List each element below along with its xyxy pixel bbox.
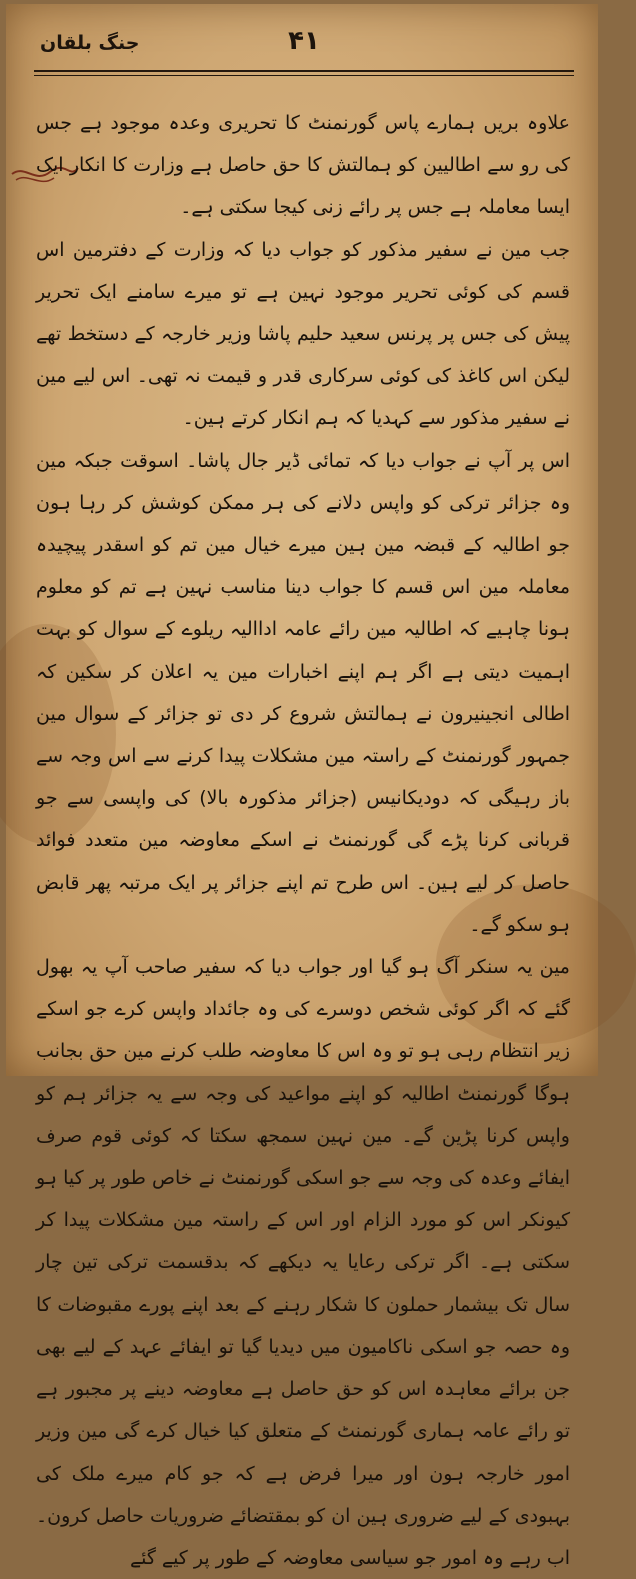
header-rule bbox=[34, 70, 574, 72]
page-header bbox=[34, 26, 574, 66]
page-number: ۴۱ bbox=[288, 26, 320, 56]
running-title: جنگ بلقان bbox=[40, 32, 140, 54]
paragraph: جب مین نے سفیر مذکور کو جواب دیا کہ وزارت کے دفترمین اس قسم کی کوئی تحریر موجود نہین ہے تو میرے سامنے ایک تحریر پیش کی جس پر پرنس سعید حلیم پاشا وزیر خارجہ کے دستخط تھے لیکن اس کاغذ کی کوئی سرکاری قدر و قیمت نہ تھی۔ اس لیے مین نے سفیر مذکور سے کہدیا کہ ہم انکار کرتے ہین۔ bbox=[36, 238, 570, 430]
urdu-body-text bbox=[36, 102, 570, 1579]
paragraph: اس پر آپ نے جواب دیا کہ تمائی ڈیر جال پاشا۔ اسوقت جبکہ مین وہ جزائر ترکی کو واپس دلانے کی ہر ممکن کوشش کر رہا ہون جو اطالیہ کے قبضہ مین ہین میرے خیال مین تم کو اسقدر پیچیدہ معاملہ مین اس قسم کا جواب دینا مناسب نہین ہے تم کو معلوم ہونا چاہیے کہ اطالیہ مین رائے عامہ اداالیہ ریلوے کے سوال کو بہت اہمیت دیتی ہے اگر ہم اپنے اخبارات مین یہ اعلان کر سکین کہ اطالی انجینیرون نے ہمالتش شروع کر دی تو جزائر کے سوال مین جمہور گورنمنٹ کے راستہ مین مشکلات پیدا کرنے سے اس وجہ سے باز رہیگی کہ دودیکانیس (جزائر مذکورہ بالا) کی واپسی سے جو قربانی کرنا پڑے گی گورنمنٹ نے اسکے معاوضہ مین متعدد فوائد حاصل کر لیے ہین۔ اس طرح تم اپنے جزائر پر ایک مرتبہ پھر قابض ہو سکو گے۔ bbox=[36, 449, 570, 936]
paragraph: علاوہ بریں ہمارے پاس گورنمنٹ کا تحریری وعدہ موجود ہے جس کی رو سے اطالیین کو ہمالتش کا حق حاصل ہے وزارت کا انکار ایک ایسا معاملہ ہے جس پر رائے زنی کیجا سکتی ہے۔ bbox=[36, 112, 570, 219]
paragraph: مین یہ سنکر آگ ہو گیا اور جواب دیا کہ سفیر صاحب آپ یہ بھول گئے کہ اگر کوئی شخص دوسرے کی وہ جائداد واپس کرے جو اسکے زیر انتظام رہی ہو تو وہ اس کا معاوضہ طلب کرنے مین حق بجانب ہوگا گورنمنٹ اطالیہ کو اپنے مواعید کی وجہ سے یہ جزائر ہم کو واپس کرنا پڑین گے۔ مین نہین سمجھ سکتا کہ کوئی قوم صرف ایفائے وعدہ کی وجہ سے جو اسکی گورنمنٹ نے خاص طور پر کیا ہو کیونکر اس کو مورد الزام اور اس کے راستہ مین مشکلات پیدا کر سکتی ہے۔ اگر ترکی رعایا یہ دیکھے کہ بدقسمت ترکی تین چار سال تک بیشمار حملون کا شکار رہنے کے بعد اپنے پورے مقبوضات کا وہ حصہ جو اسکی ناکامیون میں دیدیا گیا تو ایفائے عہد کے لیے بھی جن برائے معاہدہ اس کو حق حاصل ہے معاوضہ دینے پر مجبور ہے تو رائے عامہ ہماری گورنمنٹ کے متعلق کیا خیال کرے گی مین وزیر امور خارجہ ہون اور میرا فرض ہے کہ جو کام میرے ملک کی بہبودی کے لیے ضروری ہین ان کو بمقتضائے ضروریات حاصل کرون۔ اب رہے وہ امور جو سیاسی معاوضہ کے طور پر کیے گئے bbox=[36, 956, 570, 1569]
header-rule-thin bbox=[34, 75, 574, 76]
scanned-page bbox=[6, 4, 598, 1569]
